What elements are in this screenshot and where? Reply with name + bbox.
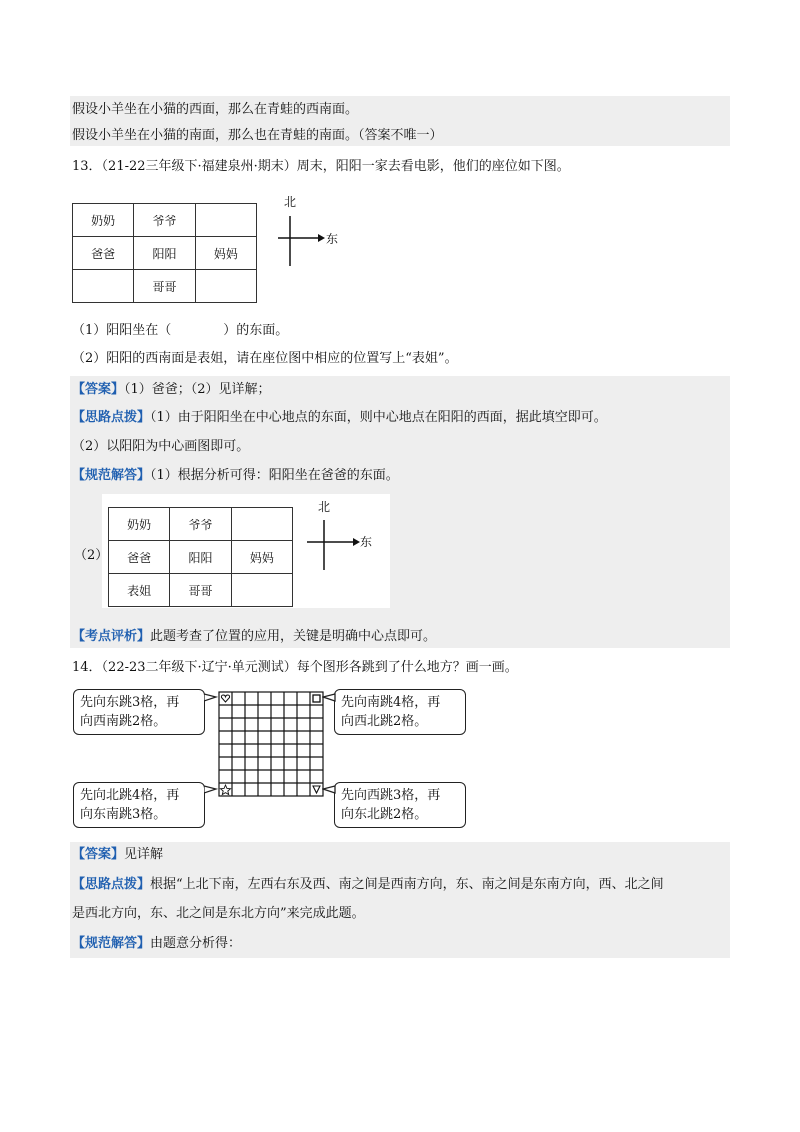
- seat-cell: 哥哥: [170, 574, 231, 607]
- q13-solution-part2-label: （2）: [74, 548, 109, 563]
- bubble-square-line1: 先向南跳4格，再: [341, 695, 441, 710]
- q13-hint-tag: 【思路点拨】: [72, 410, 151, 425]
- q13-compass-east: 东: [326, 232, 339, 246]
- seat-cell: 爷爷: [170, 508, 231, 541]
- seat-cell: [195, 270, 256, 303]
- q13-solution-compass-north: 北: [318, 500, 331, 514]
- q13-review-row: [72, 627, 436, 647]
- bubble-triangle-line2: 向东北跳2格。: [341, 807, 428, 822]
- bubble-square-pointer: [322, 692, 336, 704]
- q13-review-text: 此题考查了位置的应用，关键是明确中心点即可。: [150, 629, 437, 644]
- seat-cell: 爸爸: [73, 237, 134, 270]
- bubble-star-pointer: [204, 784, 218, 796]
- bubble-triangle-line1: 先向西跳3格，再: [341, 788, 441, 803]
- bubble-star-line2: 向东南跳3格。: [80, 807, 167, 822]
- seat-cell: 哥哥: [134, 270, 195, 303]
- q14-answer-tag: 【答案】: [72, 847, 125, 862]
- seat-cell: 阳阳: [170, 541, 231, 574]
- top-answer-line1: 假设小羊坐在小猫的西面，那么在青蛙的西南面。: [72, 102, 359, 117]
- q13-answer-tag: 【答案】: [72, 382, 125, 397]
- seat-cell: 奶奶: [73, 204, 134, 237]
- q13-solution-text: （1）根据分析可得：阳阳坐在爸爸的东面。: [150, 468, 399, 483]
- seat-cell: [231, 574, 292, 607]
- q14-hint-text2: 是西北方向，东、北之间是东北方向”来完成此题。: [72, 906, 365, 921]
- q14-answer-row: [72, 845, 163, 865]
- q14-solution-tag: 【规范解答】: [72, 936, 151, 951]
- q14-hint-text: 根据“上北下南，左西右东及西、南之间是西南方向，东、南之间是东南方向，西、北之间: [150, 877, 664, 892]
- q13-compass-icon: [276, 208, 326, 268]
- q13-solution-seat-table: [108, 507, 293, 607]
- seat-cell: 表姐: [109, 574, 170, 607]
- bubble-square-line2: 向西北跳2格。: [341, 714, 428, 729]
- q13-sub1: （1）阳阳坐在（ ）的东面。: [72, 323, 289, 338]
- bubble-star: [73, 782, 205, 828]
- q13-solution-compass-icon: [305, 512, 360, 572]
- q13-hint-text: （1）由于阳阳坐在中心地点的东面，则中心地点在阳阳的西面，据此填空即可。: [150, 410, 607, 425]
- seat-cell: 爷爷: [134, 204, 195, 237]
- bubble-star-line1: 先向北跳4格，再: [80, 788, 180, 803]
- seat-cell: [231, 508, 292, 541]
- q14-hint-tag: 【思路点拨】: [72, 877, 151, 892]
- q13-solution-tag: 【规范解答】: [72, 468, 151, 483]
- bubble-heart: [73, 689, 205, 735]
- bubble-heart-line2: 向西南跳2格。: [80, 714, 167, 729]
- seat-cell: 爸爸: [109, 541, 170, 574]
- q13-sub2: （2）阳阳的西南面是表姐，请在座位图中相应的位置写上“表姐”。: [72, 351, 458, 366]
- q13-answer-row: [72, 380, 271, 400]
- q13-solution-compass-east: 东: [360, 535, 373, 549]
- seat-cell: 奶奶: [109, 508, 170, 541]
- q13-stem: 13．（21-22三年级下·福建泉州·期末）周末，阳阳一家去看电影，他们的座位如下图。: [72, 159, 570, 174]
- bubble-triangle: [334, 782, 466, 828]
- q14-solution-row: [72, 934, 241, 954]
- seat-cell: 妈妈: [195, 237, 256, 270]
- star-icon: [221, 785, 231, 795]
- q13-review-tag: 【考点评析】: [72, 629, 151, 644]
- q13-seat-table: [72, 203, 257, 303]
- q14-grid: [215, 688, 327, 800]
- q13-answer-text: （1）爸爸；（2）见详解；: [124, 382, 271, 397]
- q14-stem: 14．（22-23二年级下·辽宁·单元测试）每个图形各跳到了什么地方？画一画。: [72, 660, 518, 675]
- bubble-square: [334, 689, 466, 735]
- q14-solution-text: 由题意分析得：: [150, 936, 242, 951]
- bubble-heart-pointer: [204, 692, 218, 704]
- heart-icon: [221, 695, 229, 702]
- q13-hint-row: [72, 408, 607, 428]
- q13-hint-text2: （2）以阳阳为中心画图即可。: [72, 439, 250, 454]
- seat-cell: 妈妈: [231, 541, 292, 574]
- seat-cell: [195, 204, 256, 237]
- q14-hint-row: [72, 875, 664, 895]
- q13-compass-north: 北: [284, 195, 297, 209]
- bubble-triangle-pointer: [322, 784, 336, 796]
- square-icon: [313, 695, 320, 702]
- top-answer-line2: 假设小羊坐在小猫的南面，那么也在青蛙的南面。（答案不唯一）: [72, 128, 443, 143]
- seat-cell: [73, 270, 134, 303]
- q14-answer-text: 见详解: [124, 847, 164, 862]
- q13-solution-row: [72, 466, 399, 486]
- triangle-icon: [313, 786, 320, 793]
- seat-cell: 阳阳: [134, 237, 195, 270]
- bubble-heart-line1: 先向东跳3格，再: [80, 695, 180, 710]
